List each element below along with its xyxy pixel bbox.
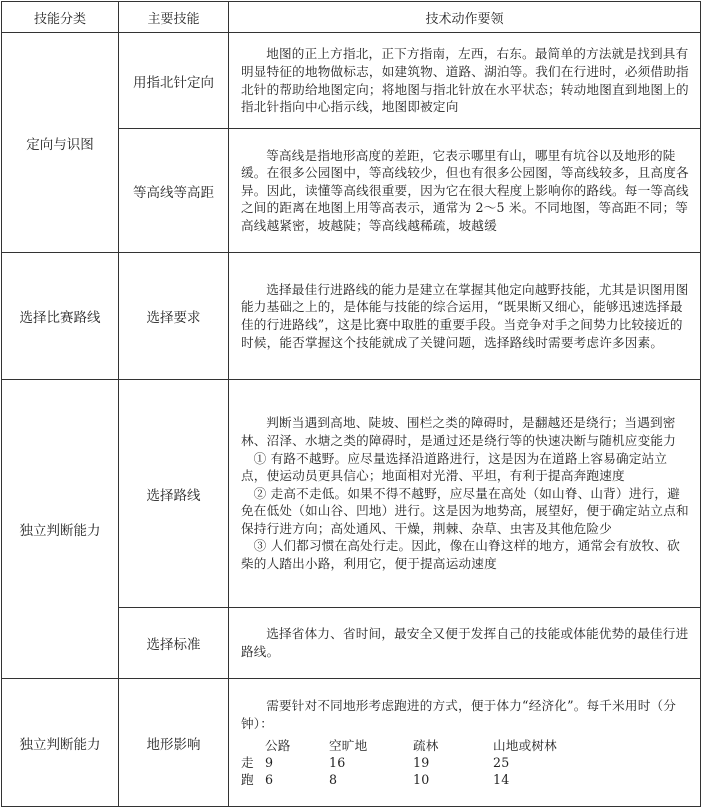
description-cell — [229, 608, 701, 679]
pace-row — [241, 754, 692, 771]
skill-cell: 选择路线 — [119, 380, 229, 608]
pace-cell: 6 — [265, 771, 274, 787]
pace-header-cell — [241, 737, 265, 754]
pace-header-cell: 空旷地 — [329, 737, 368, 753]
table-row — [2, 253, 701, 380]
description-point: ③ 人们都习惯在高处行走。因此，像在山脊这样的地方，通常会有放牧、砍柴的人踏出小路，利用它，便于提高运动速度 — [241, 538, 680, 572]
skill-cell: 用指北针定向 — [119, 33, 229, 129]
description-point: ② 走高不走低。如果不得不越野，应尽量在高处（如山脊、山背）进行，避免在低处（如山谷、凹地）进行。这是因为地势高，展望好，便于确定站立点和保持行进方向；高处通风、干燥，荆棘、杂草、虫害及其他危险少 — [241, 485, 689, 536]
category-cell: 独立判断能力 — [2, 380, 119, 679]
pace-cell: 8 — [329, 771, 338, 787]
pace-cell: 19 — [413, 754, 430, 770]
description-cell — [229, 253, 701, 380]
description-cell — [229, 33, 701, 129]
category-cell: 定向与识图 — [2, 33, 119, 253]
pace-table — [241, 737, 692, 788]
skill-cell: 地形影响 — [119, 679, 229, 807]
skill-cell: 选择要求 — [119, 253, 229, 380]
description-text: 等高线是指地形高度的差距，它表示哪里有山，哪里有坑谷以及地形的陡缓。在很多公园图中，等高线较少，但也有很多公园图，等高线较多，且高度各异。因此，读懂等高线很重要，因为它在很大程度上影响你的路线。每一等高线之间的距离在地图上用等高表示，通常为 2～5 米。不同地图，等高距不同；等高线越紧密，坡越陡；等高线越稀疏，坡越缓 — [241, 147, 689, 233]
description-cell — [229, 380, 701, 608]
table-row — [2, 679, 701, 807]
description-text: 选择最佳行进路线的能力是建立在掌握其他定向越野技能，尤其是识图用图能力基础之上的，是体能与技能的综合运用，“既果断又细心，能够迅速选择最佳的行进路线”，这是比赛中取胜的重要手段。当竞争对手之间势力比较接近的时候，能否掌握这个技能就成了关键问题，选择路线时需要考虑许多因素。 — [241, 281, 689, 350]
pace-cell: 10 — [413, 771, 430, 787]
description-text: 选择省体力、省时间，最安全又便于发挥自己的技能或体能优势的最佳行进路线。 — [241, 626, 689, 659]
category-cell: 选择比赛路线 — [2, 253, 119, 380]
pace-header-row — [241, 737, 692, 754]
table-row — [2, 380, 701, 608]
pace-cell: 16 — [329, 754, 346, 770]
skills-table — [1, 1, 701, 807]
category-cell: 独立判断能力 — [2, 679, 119, 807]
pace-cell: 跑 — [241, 771, 254, 787]
description-intro: 需要针对不同地形考虑跑进的方式，便于体力“经济化”。每千米用时（分钟）： — [241, 698, 677, 731]
pace-cell: 走 — [241, 754, 254, 770]
pace-header-cell: 公路 — [265, 737, 291, 753]
pace-cell: 9 — [265, 754, 274, 770]
pace-header-cell: 疏林 — [413, 737, 439, 753]
pace-cell: 25 — [493, 754, 510, 770]
header-row — [2, 2, 701, 33]
header-main-skill: 主要技能 — [119, 2, 229, 33]
skill-cell: 等高线等高距 — [119, 129, 229, 253]
table-row — [2, 33, 701, 129]
description-cell — [229, 129, 701, 253]
pace-header-cell: 山地或树林 — [493, 737, 557, 753]
description-cell — [229, 679, 701, 807]
skill-cell: 选择标准 — [119, 608, 229, 679]
description-point: ① 有路不越野。应尽量选择沿道路进行，这是因为在道路上容易确定站立点，使运动员更具信心；地面相对光滑、平坦，有利于提高奔跑速度 — [241, 450, 668, 484]
pace-row — [241, 771, 692, 788]
header-essentials: 技术动作要领 — [229, 2, 701, 33]
pace-cell: 14 — [493, 771, 510, 787]
header-category: 技能分类 — [2, 2, 119, 33]
description-intro: 判断当遇到高地、陡坡、围栏之类的障碍时，是翻越还是绕行；当遇到密林、沼泽、水塘之类的障碍时，是通过还是绕行等的快速决断与随机应变能力 — [241, 415, 676, 448]
description-text: 地图的正上方指北，正下方指南，左西，右东。最简单的方法就是找到具有明显特征的地物做标志，如建筑物、道路、湖泊等。我们在行进时，必须借助指北针的帮助给地图定向；将地图与指北针放在水平状态；转动地图直到地图上的指北针指向中心指示线，地图即被定向 — [241, 46, 689, 115]
